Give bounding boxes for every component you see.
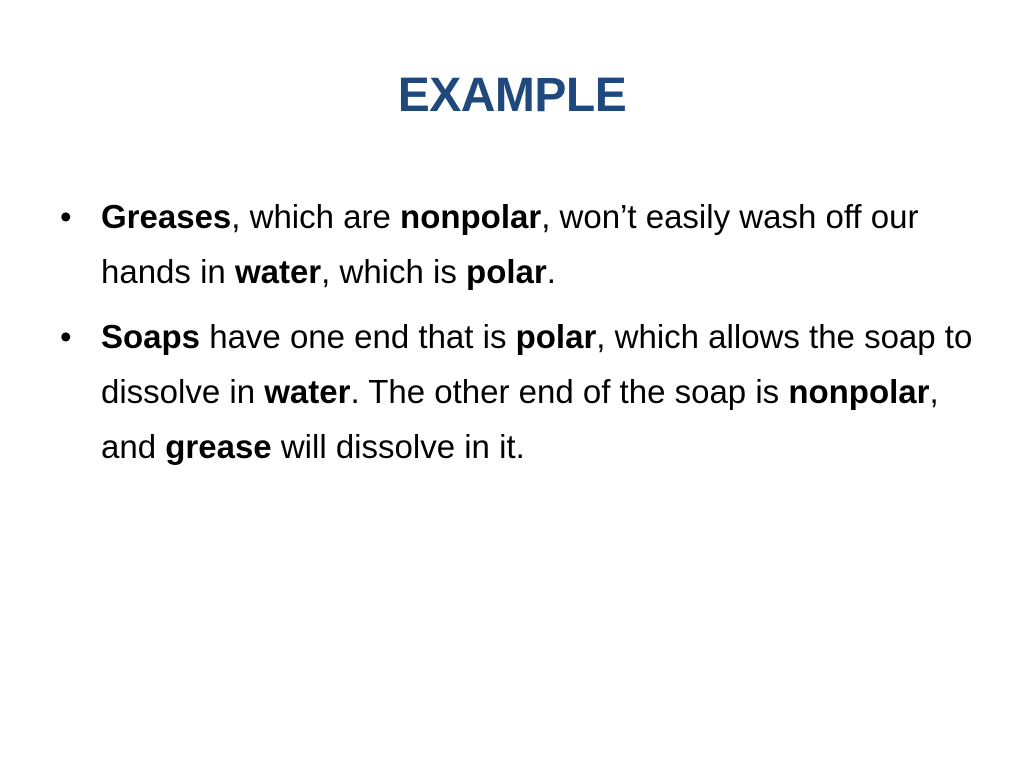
bullet-item: [60, 189, 980, 299]
bullet-bold-term: nonpolar: [400, 198, 542, 235]
slide-title: EXAMPLE: [397, 69, 627, 122]
bullet-text: , and: [101, 373, 939, 465]
bullet-text: , which is: [321, 253, 467, 290]
bullet-dot-icon: •: [60, 198, 72, 235]
bullet-list: [60, 189, 980, 484]
bullet-bold-term: water: [264, 373, 351, 410]
bullet-bold-term: polar: [466, 253, 547, 290]
bullet-bold-term: Greases: [101, 198, 232, 235]
bullet-text: , which allows the soap to dissolve in: [101, 318, 973, 410]
bullet-item: [60, 309, 980, 474]
bullet-bold-term: Soaps: [101, 318, 201, 355]
bullet-text: have one end that is: [200, 318, 516, 355]
bullet-text: , which are: [231, 198, 401, 235]
bullet-text: . The other end of the soap is: [350, 373, 789, 410]
bullet-text: .: [546, 253, 556, 290]
bullet-bold-term: water: [234, 253, 322, 290]
bullet-dot-icon: •: [60, 318, 72, 355]
bullet-bold-term: nonpolar: [788, 373, 930, 410]
bullet-bold-term: polar: [515, 318, 597, 355]
bullet-text: will dissolve in it.: [271, 428, 525, 465]
bullet-text: , won’t easily wash off our hands in: [101, 198, 919, 290]
bullet-bold-term: grease: [165, 428, 272, 465]
